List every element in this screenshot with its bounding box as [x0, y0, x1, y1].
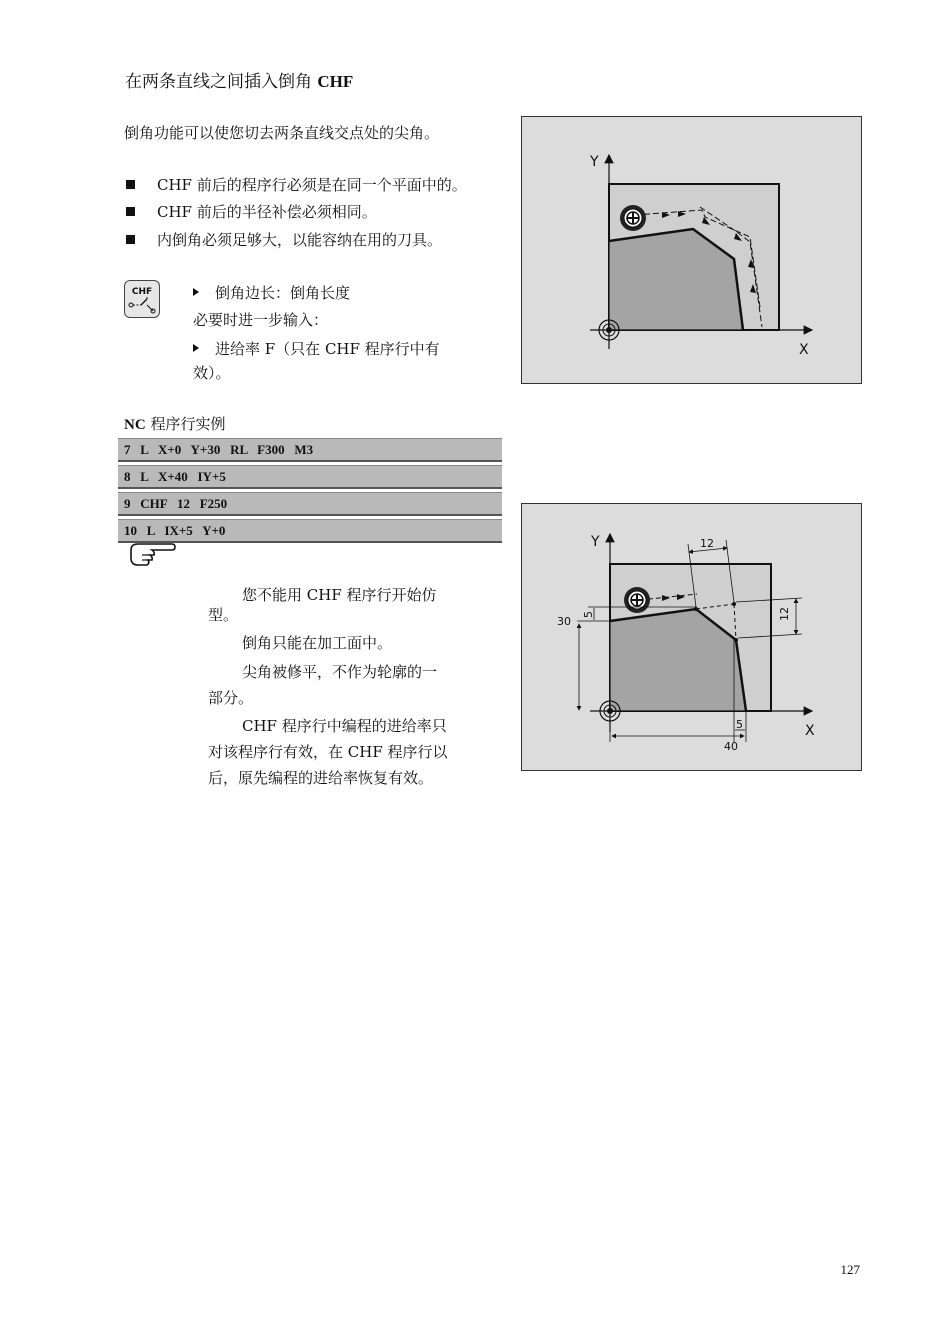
note-line: 型。: [208, 606, 239, 624]
y-axis-label: Y: [590, 154, 599, 170]
nc-program-table: [118, 438, 502, 546]
x-axis-label: X: [805, 723, 815, 739]
x-axis-label: X: [799, 342, 809, 358]
note-line: 对该程序行有效，在 CHF 程序行以: [208, 743, 448, 761]
nc-row: 9 CHF 12 F250: [118, 492, 502, 516]
bullet-square-icon: [126, 180, 135, 189]
key-label: CHF: [131, 287, 153, 297]
bullet-item: CHF 前后的程序行必须是在同一个平面中的。: [126, 175, 467, 195]
dim-y5: 5: [582, 611, 595, 618]
figure-chamfer-dimensions: [521, 503, 862, 771]
bullet-item: CHF 前后的半径补偿必须相同。: [126, 202, 377, 222]
dim-chamfer-side: 12: [778, 607, 791, 621]
arrow-right-icon: [193, 344, 199, 352]
nc-row: 8 L X+40 IY+5: [118, 465, 502, 489]
section-title: 在两条直线之间插入倒角 CHF: [125, 72, 354, 92]
dim-x40: 40: [724, 740, 738, 753]
arrow-right-icon: [193, 288, 199, 296]
note-line: 您不能用 CHF 程序行开始仿: [242, 586, 437, 604]
figure-chamfer-path: [521, 116, 862, 384]
bullet-square-icon: [126, 235, 135, 244]
dim-chamfer-top: 12: [700, 537, 714, 550]
note-line: CHF 程序行中编程的进给率只: [242, 717, 447, 735]
notes-block: [208, 582, 448, 791]
intro-text: 倒角功能可以使您切去两条直线交点处的尖角。: [124, 124, 440, 142]
bullet-square-icon: [126, 207, 135, 216]
nc-row: 7 L X+0 Y+30 RL F300 M3: [118, 438, 502, 462]
nc-heading: NC 程序行实例: [124, 415, 226, 433]
note-line: 尖角被修平，不作为轮廓的一: [242, 663, 438, 681]
bullet-item: 内倒角必须足够大，以能容纳在用的刀具。: [126, 230, 442, 250]
input-feedrate-cont: 效）。: [193, 364, 231, 382]
note-line: 倒角只能在加工面中。: [242, 634, 393, 652]
dim-y30: 30: [557, 615, 571, 628]
chamfer-key-icon: [124, 280, 160, 318]
y-axis-label: Y: [591, 534, 600, 550]
input-chamfer-length: 倒角边长：倒角长度: [193, 283, 350, 303]
note-line: 部分。: [208, 689, 254, 707]
pointing-hand-icon: [128, 540, 176, 572]
dim-x5: 5: [736, 718, 743, 731]
input-further: 必要时进一步输入：: [193, 311, 329, 329]
nc-row: 10 L IX+5 Y+0: [118, 519, 502, 543]
input-feedrate: 进给率 F（只在 CHF 程序行中有: [193, 339, 440, 359]
note-line: 后，原先编程的进给率恢复有效。: [208, 769, 434, 787]
page-number: 127: [840, 1262, 860, 1277]
